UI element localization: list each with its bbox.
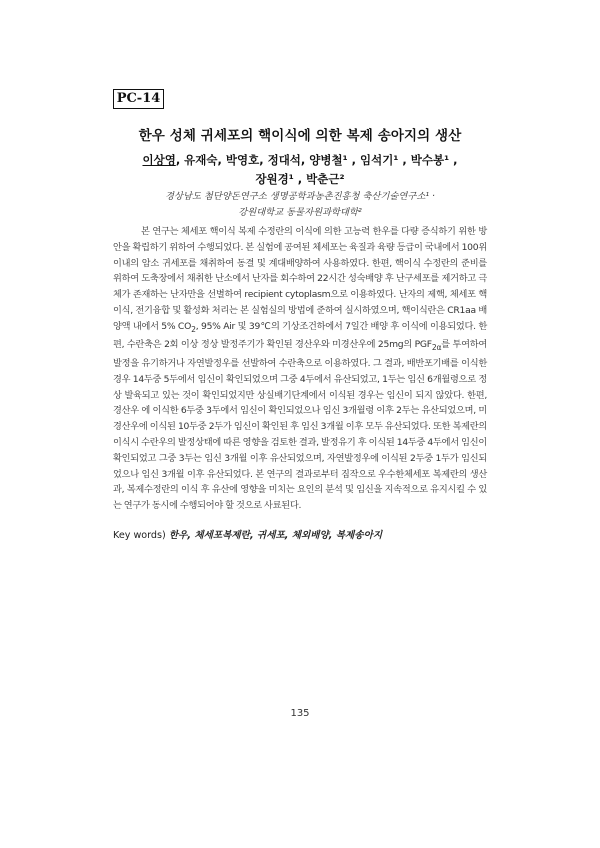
abstract-text-2: , 95% Air 및 39℃의 기상조건하에서 7일간 배양 후 이식에 이용되었다. 한편, 수란축은 2회 이상 정상 발정주기가 확인된 경산우와 미경산우에 25mg의 PGF	[113, 320, 488, 351]
paper-title: 한우 성체 귀세포의 핵이식에 의한 복제 송아지의 생산	[138, 128, 462, 144]
author-list	[90, 151, 510, 189]
presenting-author: 이상영	[142, 153, 176, 167]
abstract-text-1: 본 연구는 체세포 핵이식 복제 수정란의 이식에 의한 고능력 한우를 다량 증식하기 위한 방안을 확립하기 위하여 수행되었다. 본 실험에 공여된 체세포는 육질과 육량 등급이 국내에서 100위 이내의 암소 귀세포를 채취하여 동결 및 계대배양하여 사용하였다. 한편, 핵이식 수정란의 준비를 위하여 도축장에서 채취한 난소에서 난자를 회수하여 22시간 성숙배양 후 난구세포를 제거하고 극체가 존재하는 난자만을 선별하여 recipient cytoplasm으로 이용하였다. 난자의 제핵, 체세포 핵이식, 전기융합 및 활성화 처리는 본 실험실의 방법에 준하여 실시하였으며, 핵이식란은 CR1aa 배양액 내에서 5% CO	[113, 226, 487, 332]
author-line-1	[90, 151, 510, 170]
keywords-values: 한우, 체세포복제란, 귀세포, 체외배양, 복제송아지	[168, 530, 383, 541]
keywords-label: Key words)	[113, 530, 166, 541]
pgf-subscript: 2α	[431, 343, 442, 353]
affiliation-line-1: 경상남도 첨단양돈연구소 생명공학과농촌진흥청 축산기술연구소¹ ·	[165, 191, 435, 202]
page-number: 135	[290, 708, 310, 719]
abstract-text-3: 를 투여하여 발정을 유기하거나 자연발정우를 선발하여 수란축으로 이용하였다. 그 결과, 배반포기배를 이식한 경우 14두중 5두에서 임신이 확인되었으며 그중 4두에서 유산되었고, 1두는 임신 6개월령으로 정상 발육되고 있는 것이 확인되었지만 상실배기단계에서 이식된 경우는 임신이 되지 않았다. 한편, 경산우 에 이식한 6두중 3두에서 임신이 확인되었으나 임신 3개월령 이후 2두는 유산되었으며, 미경산우에 이식된 10두중 2두가 임신이 확인된 후 임신 3개월 이후 모두 유산되었다. 또한 복제란의 이식시 수란우의 발정상태에 따른 영향을 검토한 결과, 발정유기 후 이식된 14두중 4두에서 임신이 확인되었고 그중 3두는 임신 3개월 이후 유산되었으며, 자연발정우에 이식된 2두중 1두가 임신되었으나 임신 3개월 이후 유산되었다. 본 연구의 결과로부터 짐작으로 우수한체세포 복제란의 생산과, 복제수정란의 이식 후 유산에 영향을 미치는 요인의 분석 및 임신을 지속적으로 유지시킬 수 있는 연구가 동시에 수행되어야 할 것으로 사료된다.	[113, 339, 488, 512]
co-authors: , 유재숙, 박영호, 정대석, 양병철¹ , 임석기¹ , 박수봉¹ ,	[175, 153, 458, 167]
affiliation-line-2: 강원대학교 동물자원과학대학²	[238, 207, 362, 218]
paper-code: PC-14	[116, 91, 161, 106]
abstract-body	[113, 224, 487, 514]
paper-code-box	[113, 89, 164, 109]
keywords	[113, 528, 493, 543]
author-line-2: 장원경¹ , 박춘근²	[255, 172, 345, 186]
affiliations	[70, 189, 530, 221]
co2-subscript: 2	[191, 324, 196, 334]
